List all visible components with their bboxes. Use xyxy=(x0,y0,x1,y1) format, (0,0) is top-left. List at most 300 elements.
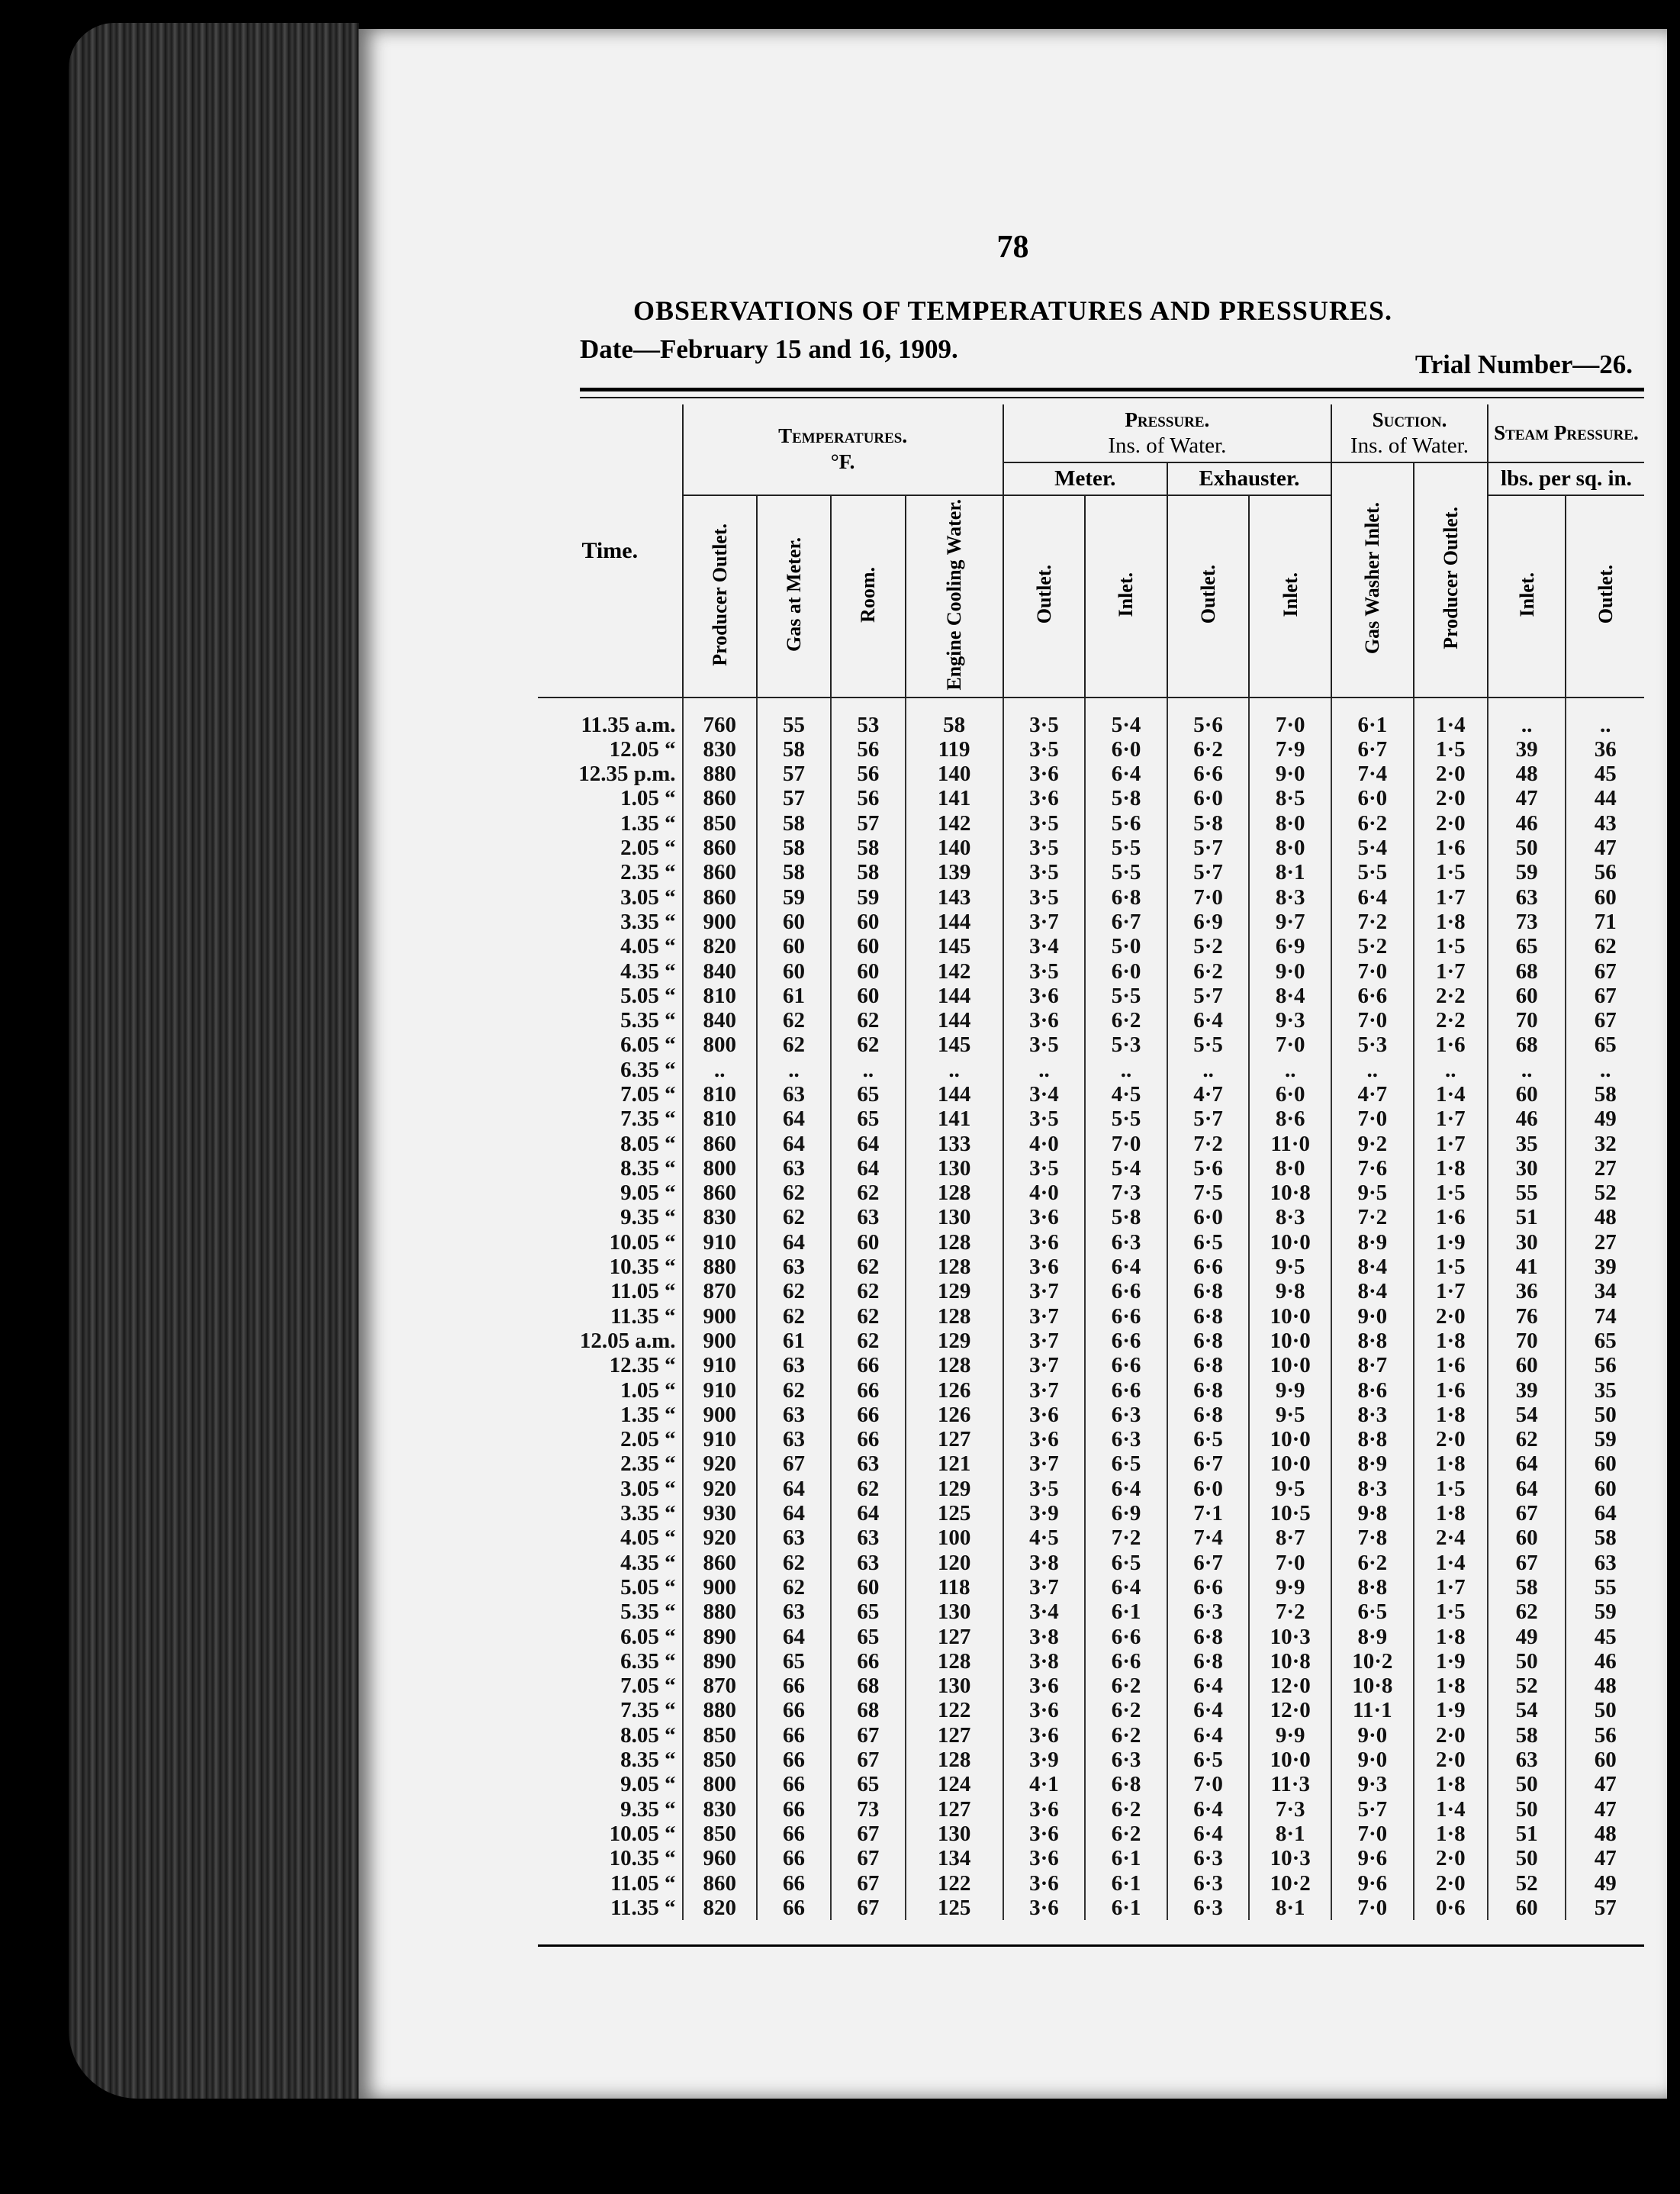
table-row xyxy=(538,1033,1644,1057)
cell-room: 66 xyxy=(831,1427,905,1451)
cell-producer-outlet: 910 xyxy=(683,1230,757,1255)
cell-suction-producer-outlet: 1·8 xyxy=(1414,1156,1488,1181)
cell-time: 6.05 “ xyxy=(620,1624,676,1649)
cell-exhauster-outlet: 4·7 xyxy=(1167,1082,1250,1107)
cell-producer-outlet: 870 xyxy=(683,1674,757,1698)
cell-exhauster-inlet: 8·0 xyxy=(1249,811,1331,836)
cell-producer-outlet: 810 xyxy=(683,1082,757,1107)
cell-exhauster-outlet: 5·6 xyxy=(1167,698,1250,736)
cell-suction-producer-outlet: 1·7 xyxy=(1414,1575,1488,1600)
cell-room: 57 xyxy=(831,811,905,836)
cell-time: 3.35 “ xyxy=(620,1501,676,1526)
cell-suction-producer-outlet: 2·0 xyxy=(1414,762,1488,786)
cell-exhauster-inlet: 10·3 xyxy=(1249,1624,1331,1648)
table-row xyxy=(538,836,1644,860)
cell-steam-inlet: 68 xyxy=(1488,1033,1566,1057)
cell-steam-inlet: 51 xyxy=(1488,1822,1566,1846)
cell-gas-at-meter: 60 xyxy=(757,934,831,958)
cell-suction-producer-outlet: 2·4 xyxy=(1414,1525,1488,1550)
cell-gas-at-meter: 62 xyxy=(757,1033,831,1057)
cell-meter-outlet: 3·5 xyxy=(1003,884,1086,909)
cell-steam-outlet: 45 xyxy=(1566,1624,1644,1648)
cell-gas-washer-inlet: 7·0 xyxy=(1331,1008,1414,1033)
cell-producer-outlet: 920 xyxy=(683,1525,757,1550)
cell-producer-outlet: 910 xyxy=(683,1377,757,1402)
cell-gas-at-meter: 55 xyxy=(757,698,831,736)
cell-gas-at-meter: 63 xyxy=(757,1353,831,1377)
cell-exhauster-outlet: 6·4 xyxy=(1167,1674,1250,1698)
cell-meter-inlet: 6·4 xyxy=(1085,1255,1167,1279)
cell-producer-outlet: 880 xyxy=(683,1698,757,1722)
cell-exhauster-inlet: .. xyxy=(1249,1058,1331,1082)
cell-meter-inlet: 6·2 xyxy=(1085,1796,1167,1821)
cell-steam-inlet: 68 xyxy=(1488,958,1566,983)
cell-exhauster-outlet: 7·5 xyxy=(1167,1181,1250,1205)
cell-exhauster-outlet: 6·3 xyxy=(1167,1600,1250,1624)
cell-producer-outlet: 900 xyxy=(683,1304,757,1329)
cell-steam-outlet: 64 xyxy=(1566,1501,1644,1525)
cell-producer-outlet: 860 xyxy=(683,860,757,884)
cell-exhauster-outlet: 6·4 xyxy=(1167,1822,1250,1846)
cell-suction-producer-outlet: 1·6 xyxy=(1414,1205,1488,1229)
pressure-group-header xyxy=(1003,404,1331,462)
cell-steam-outlet: .. xyxy=(1566,698,1644,736)
cell-meter-inlet: 6·2 xyxy=(1085,1822,1167,1846)
cell-steam-inlet: 70 xyxy=(1488,1329,1566,1353)
cell-steam-outlet: 60 xyxy=(1566,1477,1644,1501)
cell-gas-at-meter: 62 xyxy=(757,1377,831,1402)
cell-gas-at-meter: 64 xyxy=(757,1107,831,1131)
cell-suction-producer-outlet: 1·8 xyxy=(1414,1329,1488,1353)
cell-time: 6.35 “ xyxy=(620,1648,676,1674)
cell-meter-outlet: 3·6 xyxy=(1003,1008,1086,1033)
cell-engine-cooling-water: 121 xyxy=(906,1451,1003,1476)
cell-gas-washer-inlet: 11·1 xyxy=(1331,1698,1414,1722)
cell-room: 56 xyxy=(831,737,905,762)
cell-engine-cooling-water: 128 xyxy=(906,1304,1003,1329)
cell-steam-outlet: 49 xyxy=(1566,1870,1644,1895)
table-row xyxy=(538,1156,1644,1181)
cell-room: 67 xyxy=(831,1870,905,1895)
table-row xyxy=(538,910,1644,934)
table-row xyxy=(538,1575,1644,1600)
cell-room: 59 xyxy=(831,884,905,909)
cell-meter-outlet: 3·6 xyxy=(1003,1205,1086,1229)
cell-exhauster-inlet: 7·9 xyxy=(1249,737,1331,762)
cell-suction-producer-outlet: 2·0 xyxy=(1414,1723,1488,1748)
table-row xyxy=(538,1205,1644,1229)
header-rule xyxy=(580,388,1644,391)
cell-meter-outlet: 3·9 xyxy=(1003,1748,1086,1772)
cell-suction-producer-outlet: 1·9 xyxy=(1414,1649,1488,1674)
cell-time: 1.05 “ xyxy=(620,786,676,811)
cell-suction-producer-outlet: 1·4 xyxy=(1414,1082,1488,1107)
cell-time: 4.35 “ xyxy=(620,958,676,984)
cell-time: 8.35 “ xyxy=(620,1155,676,1181)
cell-gas-at-meter: 62 xyxy=(757,1205,831,1229)
cell-meter-outlet: 3·6 xyxy=(1003,1846,1086,1870)
cell-exhauster-inlet: 8·5 xyxy=(1249,786,1331,810)
cell-meter-outlet: 3·6 xyxy=(1003,1723,1086,1748)
cell-exhauster-inlet: 9·8 xyxy=(1249,1279,1331,1303)
cell-steam-inlet: 70 xyxy=(1488,1008,1566,1033)
cell-engine-cooling-water: 141 xyxy=(906,1107,1003,1131)
cell-meter-outlet: 3·5 xyxy=(1003,1477,1086,1501)
cell-suction-producer-outlet: 1·7 xyxy=(1414,1107,1488,1131)
cell-meter-inlet: 6·2 xyxy=(1085,1008,1167,1033)
cell-meter-inlet: 6·2 xyxy=(1085,1698,1167,1722)
cell-gas-at-meter: 63 xyxy=(757,1600,831,1624)
cell-suction-producer-outlet: 1·5 xyxy=(1414,1181,1488,1205)
cell-meter-outlet: 3·5 xyxy=(1003,836,1086,860)
cell-meter-outlet: 4·5 xyxy=(1003,1525,1086,1550)
cell-engine-cooling-water: 128 xyxy=(906,1353,1003,1377)
cell-exhauster-outlet: 5·6 xyxy=(1167,1156,1250,1181)
cell-engine-cooling-water: 143 xyxy=(906,884,1003,909)
cell-time: 7.05 “ xyxy=(620,1674,676,1699)
cell-suction-producer-outlet: 2·0 xyxy=(1414,1304,1488,1329)
cell-producer-outlet: 910 xyxy=(683,1427,757,1451)
cell-room: 66 xyxy=(831,1403,905,1427)
cell-suction-producer-outlet: 1·5 xyxy=(1414,860,1488,884)
table-row xyxy=(538,737,1644,762)
cell-steam-inlet: 50 xyxy=(1488,1796,1566,1821)
cell-meter-inlet: 6·6 xyxy=(1085,1304,1167,1329)
cell-room: 56 xyxy=(831,762,905,786)
cell-producer-outlet: 800 xyxy=(683,1772,757,1796)
cell-meter-outlet: 3·7 xyxy=(1003,910,1086,934)
col-steam-outlet: Outlet. xyxy=(1566,495,1644,698)
cell-steam-outlet: 44 xyxy=(1566,786,1644,810)
cell-meter-inlet: 6·7 xyxy=(1085,910,1167,934)
date-line: Date—February 15 and 16, 1909. xyxy=(580,334,958,364)
cell-suction-producer-outlet: 2·0 xyxy=(1414,811,1488,836)
cell-steam-outlet: 63 xyxy=(1566,1551,1644,1575)
cell-producer-outlet: 860 xyxy=(683,1131,757,1155)
cell-meter-outlet: 3·6 xyxy=(1003,786,1086,810)
cell-steam-outlet: 47 xyxy=(1566,1796,1644,1821)
cell-engine-cooling-water: 128 xyxy=(906,1181,1003,1205)
cell-producer-outlet: 910 xyxy=(683,1353,757,1377)
cell-time: 3.05 “ xyxy=(620,884,676,910)
cell-gas-washer-inlet: 9·5 xyxy=(1331,1181,1414,1205)
table-row xyxy=(538,1181,1644,1205)
cell-meter-inlet: 6·1 xyxy=(1085,1896,1167,1920)
cell-steam-outlet: 27 xyxy=(1566,1156,1644,1181)
cell-gas-washer-inlet: 5·5 xyxy=(1331,860,1414,884)
cell-time: 9.05 “ xyxy=(620,1181,676,1206)
cell-gas-at-meter: 58 xyxy=(757,836,831,860)
cell-producer-outlet: 890 xyxy=(683,1649,757,1674)
cell-steam-inlet: 36 xyxy=(1488,1279,1566,1303)
cell-steam-inlet: 60 xyxy=(1488,1353,1566,1377)
cell-steam-inlet: 47 xyxy=(1488,786,1566,810)
table-row xyxy=(538,762,1644,786)
cell-gas-washer-inlet: .. xyxy=(1331,1058,1414,1082)
cell-suction-producer-outlet: 1·5 xyxy=(1414,934,1488,958)
cell-engine-cooling-water: .. xyxy=(906,1058,1003,1082)
cell-room: 53 xyxy=(831,698,905,736)
cell-producer-outlet: 800 xyxy=(683,1033,757,1057)
cell-engine-cooling-water: 130 xyxy=(906,1822,1003,1846)
table-row xyxy=(538,1870,1644,1895)
table-row xyxy=(538,698,1644,736)
cell-meter-inlet: 5·8 xyxy=(1085,1205,1167,1229)
cell-time: 4.05 “ xyxy=(620,934,676,959)
cell-room: 60 xyxy=(831,910,905,934)
cell-steam-outlet: 67 xyxy=(1566,958,1644,983)
cell-meter-inlet: 6·0 xyxy=(1085,737,1167,762)
cell-meter-outlet: 3·8 xyxy=(1003,1551,1086,1575)
steam-label: Steam Pressure. xyxy=(1494,420,1639,444)
cell-gas-at-meter: 66 xyxy=(757,1896,831,1920)
cell-exhauster-outlet: 6·8 xyxy=(1167,1624,1250,1648)
cell-gas-at-meter: 64 xyxy=(757,1624,831,1648)
cell-meter-outlet: 3·7 xyxy=(1003,1353,1086,1377)
table-row xyxy=(538,884,1644,909)
cell-suction-producer-outlet: 2·0 xyxy=(1414,1846,1488,1870)
cell-time: 5.05 “ xyxy=(620,983,676,1008)
cell-engine-cooling-water: 141 xyxy=(906,786,1003,810)
table-row xyxy=(538,811,1644,836)
cell-room: .. xyxy=(831,1058,905,1082)
cell-meter-inlet: 6·2 xyxy=(1085,1723,1167,1748)
cell-steam-inlet: 50 xyxy=(1488,1846,1566,1870)
cell-room: 66 xyxy=(831,1649,905,1674)
cell-meter-inlet: 6·6 xyxy=(1085,1279,1167,1303)
cell-producer-outlet: 810 xyxy=(683,984,757,1008)
cell-gas-at-meter: 57 xyxy=(757,762,831,786)
cell-exhauster-inlet: 10·0 xyxy=(1249,1304,1331,1329)
cell-gas-washer-inlet: 8·4 xyxy=(1331,1255,1414,1279)
cell-suction-producer-outlet: 1·7 xyxy=(1414,1131,1488,1155)
cell-meter-inlet: 6·1 xyxy=(1085,1846,1167,1870)
cell-steam-outlet: 74 xyxy=(1566,1304,1644,1329)
cell-gas-washer-inlet: 10·2 xyxy=(1331,1649,1414,1674)
cell-producer-outlet: 850 xyxy=(683,1723,757,1748)
cell-engine-cooling-water: 120 xyxy=(906,1551,1003,1575)
cell-engine-cooling-water: 118 xyxy=(906,1575,1003,1600)
table-row xyxy=(538,1748,1644,1772)
cell-gas-at-meter: 58 xyxy=(757,860,831,884)
trial-number: Trial Number—26. xyxy=(1414,350,1633,379)
cell-engine-cooling-water: 144 xyxy=(906,1082,1003,1107)
cell-gas-at-meter: 61 xyxy=(757,1329,831,1353)
cell-steam-inlet: 51 xyxy=(1488,1205,1566,1229)
cell-gas-washer-inlet: 7·2 xyxy=(1331,1205,1414,1229)
cell-gas-at-meter: 60 xyxy=(757,910,831,934)
cell-suction-producer-outlet: 1·8 xyxy=(1414,1501,1488,1525)
cell-exhauster-inlet: 12·0 xyxy=(1249,1698,1331,1722)
cell-exhauster-outlet: 6·3 xyxy=(1167,1870,1250,1895)
cell-steam-outlet: 67 xyxy=(1566,1008,1644,1033)
cell-meter-outlet: 3·6 xyxy=(1003,762,1086,786)
cell-producer-outlet: 880 xyxy=(683,1255,757,1279)
cell-engine-cooling-water: 127 xyxy=(906,1624,1003,1648)
cell-engine-cooling-water: 128 xyxy=(906,1649,1003,1674)
cell-meter-outlet: 3·5 xyxy=(1003,1156,1086,1181)
col-gas-washer-inlet: Gas Washer Inlet. xyxy=(1331,462,1414,698)
cell-steam-outlet: 60 xyxy=(1566,884,1644,909)
cell-meter-outlet: 3·6 xyxy=(1003,1255,1086,1279)
cell-meter-inlet: 6·3 xyxy=(1085,1230,1167,1255)
cell-meter-inlet: 5·4 xyxy=(1085,698,1167,736)
cell-room: 60 xyxy=(831,934,905,958)
cell-engine-cooling-water: 128 xyxy=(906,1255,1003,1279)
cell-exhauster-outlet: 6·6 xyxy=(1167,762,1250,786)
cell-exhauster-inlet: 9·9 xyxy=(1249,1723,1331,1748)
cell-exhauster-inlet: 8·1 xyxy=(1249,1896,1331,1920)
cell-gas-at-meter: 60 xyxy=(757,958,831,983)
cell-room: 67 xyxy=(831,1748,905,1772)
cell-meter-outlet: 3·7 xyxy=(1003,1575,1086,1600)
cell-meter-inlet: 6·8 xyxy=(1085,884,1167,909)
table-row xyxy=(538,1451,1644,1476)
col-suction-producer-outlet: Producer Outlet. xyxy=(1414,462,1488,698)
cell-gas-washer-inlet: 8·8 xyxy=(1331,1427,1414,1451)
cell-meter-inlet: 6·4 xyxy=(1085,762,1167,786)
suction-label: Suction. xyxy=(1372,408,1447,431)
cell-meter-outlet: 3·5 xyxy=(1003,958,1086,983)
cell-exhauster-outlet: 5·5 xyxy=(1167,1033,1250,1057)
cell-exhauster-inlet: 10·0 xyxy=(1249,1427,1331,1451)
table-row xyxy=(538,1082,1644,1107)
cell-steam-inlet: 60 xyxy=(1488,1896,1566,1920)
cell-exhauster-outlet: 6·8 xyxy=(1167,1279,1250,1303)
cell-meter-inlet: 6·6 xyxy=(1085,1353,1167,1377)
cell-steam-inlet: 60 xyxy=(1488,1082,1566,1107)
table-row xyxy=(538,1304,1644,1329)
cell-time: 11.05 “ xyxy=(610,1870,676,1896)
cell-engine-cooling-water: 139 xyxy=(906,860,1003,884)
cell-gas-washer-inlet: 10·8 xyxy=(1331,1674,1414,1698)
cell-exhauster-outlet: 6·3 xyxy=(1167,1896,1250,1920)
cell-room: 63 xyxy=(831,1205,905,1229)
cell-engine-cooling-water: 144 xyxy=(906,910,1003,934)
cell-producer-outlet: 860 xyxy=(683,1551,757,1575)
cell-exhauster-inlet: 9·0 xyxy=(1249,762,1331,786)
cell-meter-inlet: 6·1 xyxy=(1085,1600,1167,1624)
cell-producer-outlet: .. xyxy=(683,1058,757,1082)
col-engine-cooling-water: Engine Cooling Water. xyxy=(906,495,1003,698)
cell-meter-outlet: 3·5 xyxy=(1003,811,1086,836)
cell-meter-inlet: 5·3 xyxy=(1085,1033,1167,1057)
cell-meter-outlet: 3·6 xyxy=(1003,1403,1086,1427)
cell-room: 68 xyxy=(831,1698,905,1722)
cell-producer-outlet: 920 xyxy=(683,1477,757,1501)
cell-exhauster-outlet: 6·8 xyxy=(1167,1304,1250,1329)
cell-steam-inlet: 73 xyxy=(1488,910,1566,934)
cell-meter-outlet: 3·8 xyxy=(1003,1649,1086,1674)
cell-exhauster-outlet: 7·4 xyxy=(1167,1525,1250,1550)
cell-meter-outlet: 3·5 xyxy=(1003,860,1086,884)
cell-exhauster-outlet: 6·9 xyxy=(1167,910,1250,934)
temperatures-unit: °F. xyxy=(830,449,855,473)
table-row xyxy=(538,1279,1644,1303)
cell-producer-outlet: 930 xyxy=(683,1501,757,1525)
cell-meter-outlet: 3·7 xyxy=(1003,1304,1086,1329)
cell-exhauster-inlet: 9·5 xyxy=(1249,1255,1331,1279)
cell-engine-cooling-water: 124 xyxy=(906,1772,1003,1796)
cell-steam-inlet: 58 xyxy=(1488,1723,1566,1748)
cell-meter-inlet: 5·5 xyxy=(1085,836,1167,860)
cell-room: 64 xyxy=(831,1131,905,1155)
cell-room: 64 xyxy=(831,1156,905,1181)
cell-producer-outlet: 880 xyxy=(683,762,757,786)
cell-meter-inlet: 5·5 xyxy=(1085,860,1167,884)
cell-time: 7.05 “ xyxy=(620,1082,676,1107)
cell-room: 65 xyxy=(831,1107,905,1131)
table-row xyxy=(538,1846,1644,1870)
cell-meter-outlet: 3·5 xyxy=(1003,1107,1086,1131)
cell-suction-producer-outlet: 2·0 xyxy=(1414,1427,1488,1451)
table-row xyxy=(538,1649,1644,1674)
cell-exhauster-inlet: 8·3 xyxy=(1249,1205,1331,1229)
cell-room: 63 xyxy=(831,1451,905,1476)
cell-producer-outlet: 840 xyxy=(683,1008,757,1033)
cell-time: 11.35 a.m. xyxy=(581,712,676,737)
cell-gas-washer-inlet: 6·4 xyxy=(1331,884,1414,909)
cell-suction-producer-outlet: 1·6 xyxy=(1414,1033,1488,1057)
cell-producer-outlet: 900 xyxy=(683,1575,757,1600)
cell-engine-cooling-water: 125 xyxy=(906,1896,1003,1920)
col-steam-inlet: Inlet. xyxy=(1488,495,1566,698)
cell-room: 68 xyxy=(831,1674,905,1698)
observations-table xyxy=(538,404,1644,1920)
cell-exhauster-outlet: 6·2 xyxy=(1167,958,1250,983)
cell-room: 60 xyxy=(831,1575,905,1600)
cell-room: 63 xyxy=(831,1525,905,1550)
cell-steam-inlet: 58 xyxy=(1488,1575,1566,1600)
cell-steam-outlet: 67 xyxy=(1566,984,1644,1008)
cell-suction-producer-outlet: 2·0 xyxy=(1414,1748,1488,1772)
cell-meter-inlet: 5·8 xyxy=(1085,786,1167,810)
cell-exhauster-inlet: 8·6 xyxy=(1249,1107,1331,1131)
cell-steam-inlet: 50 xyxy=(1488,836,1566,860)
cell-meter-outlet: 3·5 xyxy=(1003,737,1086,762)
cell-room: 56 xyxy=(831,786,905,810)
cell-gas-at-meter: 66 xyxy=(757,1870,831,1895)
table-row xyxy=(538,1107,1644,1131)
cell-gas-washer-inlet: 6·1 xyxy=(1331,698,1414,736)
cell-exhauster-inlet: 7·0 xyxy=(1249,698,1331,736)
cell-meter-outlet: 3·7 xyxy=(1003,1279,1086,1303)
cell-exhauster-outlet: 6·6 xyxy=(1167,1575,1250,1600)
cell-steam-inlet: 39 xyxy=(1488,737,1566,762)
cell-engine-cooling-water: 130 xyxy=(906,1674,1003,1698)
cell-meter-inlet: 6·6 xyxy=(1085,1377,1167,1402)
cell-steam-inlet: 50 xyxy=(1488,1772,1566,1796)
cell-gas-at-meter: 58 xyxy=(757,811,831,836)
cell-suction-producer-outlet: 1·7 xyxy=(1414,884,1488,909)
cell-meter-inlet: 6·0 xyxy=(1085,958,1167,983)
cell-suction-producer-outlet: 0·6 xyxy=(1414,1896,1488,1920)
table-row xyxy=(538,1427,1644,1451)
cell-engine-cooling-water: 144 xyxy=(906,1008,1003,1033)
cell-time: 11.35 “ xyxy=(610,1895,676,1920)
cell-gas-washer-inlet: 7·4 xyxy=(1331,762,1414,786)
cell-steam-outlet: 59 xyxy=(1566,1427,1644,1451)
cell-time: 9.05 “ xyxy=(620,1772,676,1797)
cell-meter-inlet: 5·0 xyxy=(1085,934,1167,958)
cell-room: 64 xyxy=(831,1501,905,1525)
cell-time: 2.05 “ xyxy=(620,1427,676,1452)
cell-time: 1.05 “ xyxy=(620,1377,676,1403)
cell-gas-at-meter: 64 xyxy=(757,1477,831,1501)
cell-steam-outlet: 35 xyxy=(1566,1377,1644,1402)
cell-producer-outlet: 880 xyxy=(683,1600,757,1624)
cell-gas-at-meter: 66 xyxy=(757,1748,831,1772)
